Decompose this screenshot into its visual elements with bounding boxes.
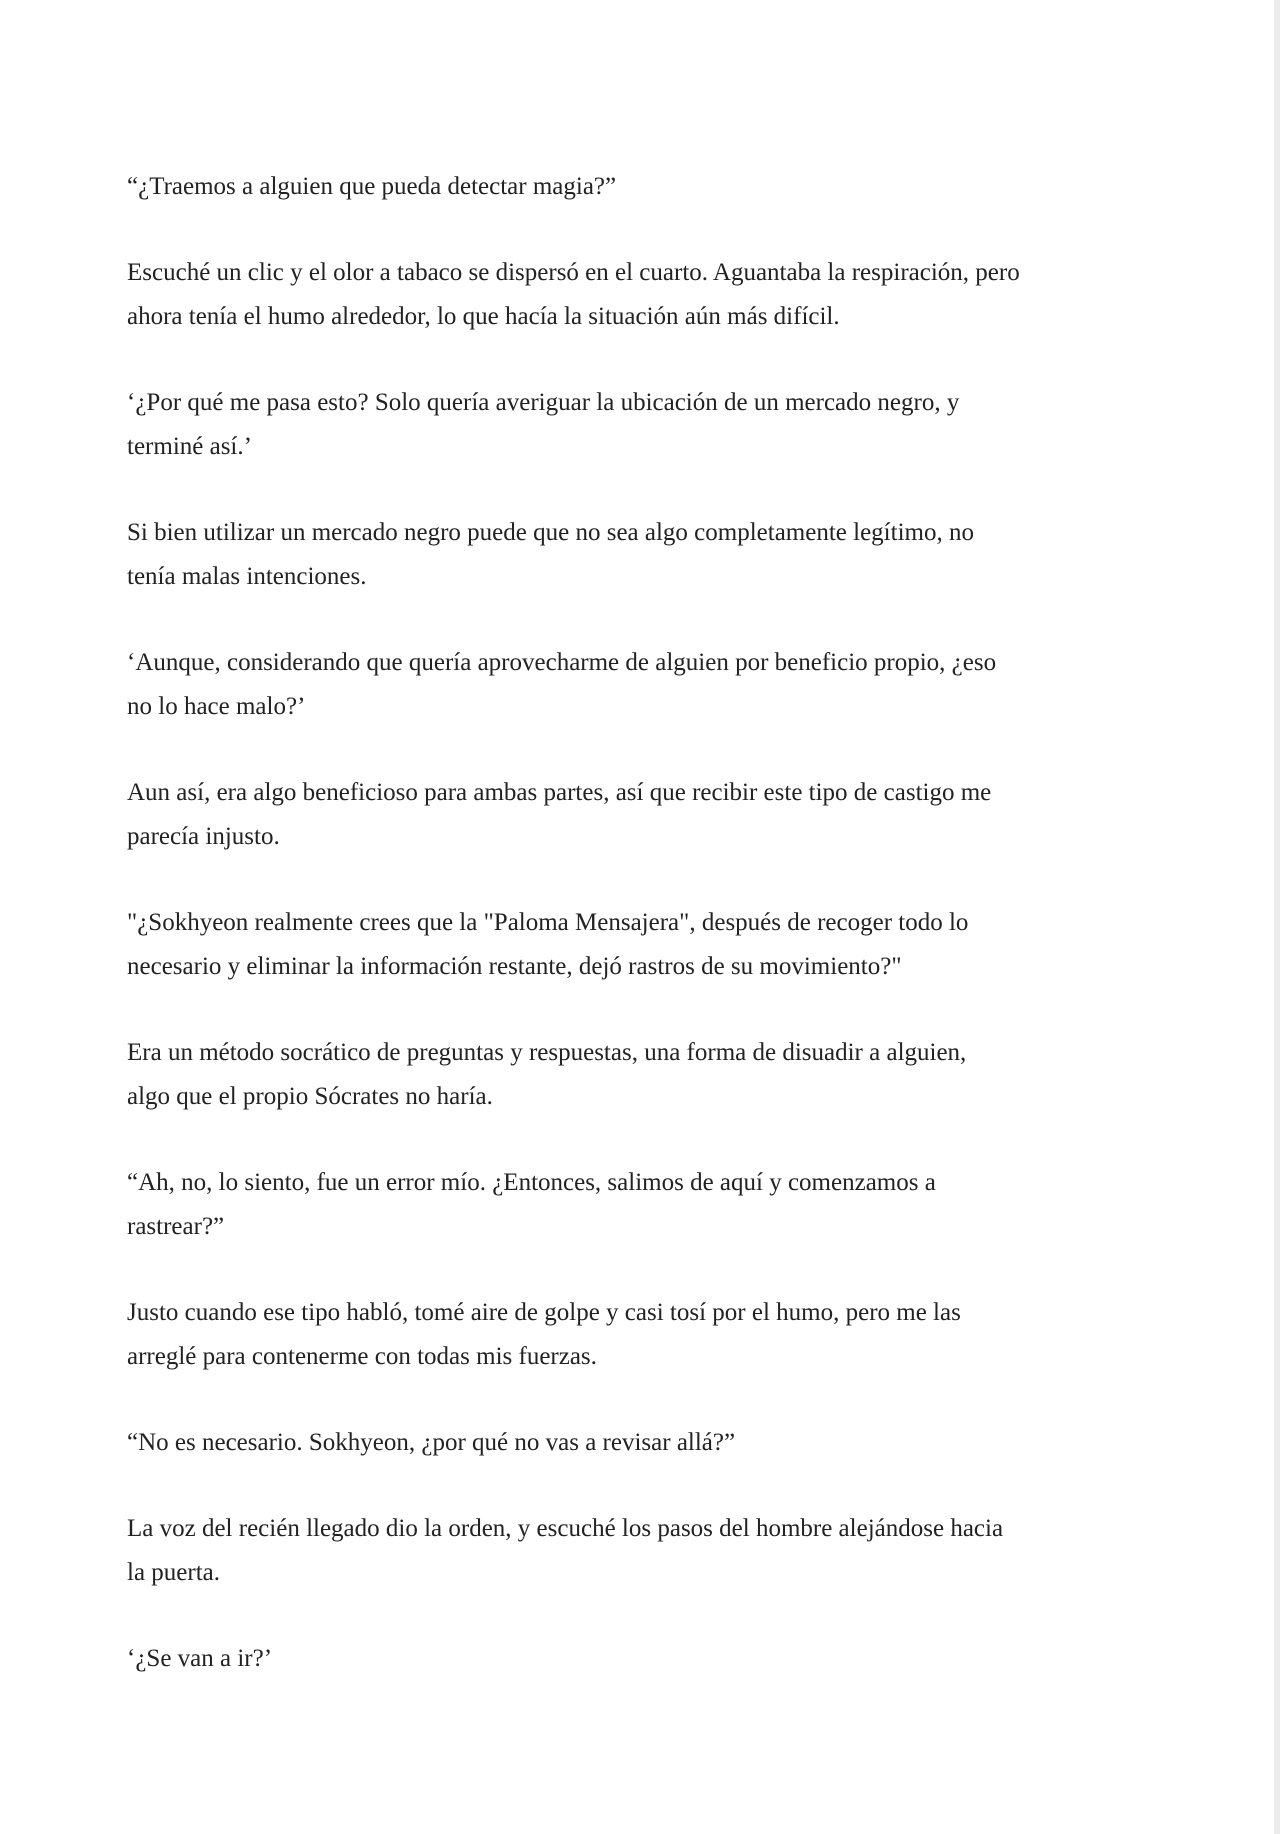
text-line: Escuché un clic y el olor a tabaco se dispersó en el cuarto. Aguantaba la respiración, pero [127,259,1020,286]
text-line: Justo cuando ese tipo habló, tomé aire de golpe y casi tosí por el humo, pero me las [127,1299,961,1326]
text-line: algo que el propio Sócrates no haría. [127,1083,493,1110]
text-line: no lo hace malo?’ [127,693,306,720]
text-line: necesario y eliminar la información restante, dejó rastros de su movimiento?" [127,953,902,980]
text-line: “No es necesario. Sokhyeon, ¿por qué no vas a revisar allá?” [127,1429,736,1456]
text-line: rastrear?” [127,1213,225,1240]
paragraph [127,1421,1167,1465]
text-line: ahora tenía el humo alrededor, lo que hacía la situación aún más difícil. [127,303,840,330]
text-line: parecía injusto. [127,823,280,850]
paragraph [127,901,1167,989]
paragraph [127,251,1167,339]
text-line: “Ah, no, lo siento, fue un error mío. ¿Entonces, salimos de aquí y comenzamos a [127,1169,936,1196]
paragraph [127,1031,1167,1119]
text-line: la puerta. [127,1559,221,1586]
text-line: "¿Sokhyeon realmente crees que la "Paloma Mensajera", después de recoger todo lo [127,909,969,936]
paragraph [127,771,1167,859]
text-line: ‘¿Por qué me pasa esto? Solo quería averiguar la ubicación de un mercado negro, y [127,389,960,416]
text-line: tenía malas intenciones. [127,563,367,590]
paragraph [127,381,1167,469]
text-line: La voz del recién llegado dio la orden, y escuché los pasos del hombre alejándose hacia [127,1515,1004,1542]
text-line: arreglé para contenerme con todas mis fuerzas. [127,1343,597,1370]
text-line: Aun así, era algo beneficioso para ambas partes, así que recibir este tipo de castigo me [127,779,992,806]
text-line: ‘¿Se van a ir?’ [127,1645,273,1672]
paragraph [127,641,1167,729]
paragraph [127,1161,1167,1249]
text-line: terminé así.’ [127,433,252,460]
text-line: ‘Aunque, considerando que quería aprovecharme de alguien por beneficio propio, ¿eso [127,649,997,676]
paragraph [127,1637,1167,1681]
paragraph [127,511,1167,599]
scrollbar[interactable] [1274,0,1280,1834]
document-body [127,165,1167,1723]
text-line: Era un método socrático de preguntas y respuestas, una forma de disuadir a alguien, [127,1039,967,1066]
text-line: “¿Traemos a alguien que pueda detectar magia?” [127,173,617,200]
paragraph [127,1507,1167,1595]
paragraph [127,165,1167,209]
text-line: Si bien utilizar un mercado negro puede que no sea algo completamente legítimo, no [127,519,974,546]
paragraph [127,1291,1167,1379]
